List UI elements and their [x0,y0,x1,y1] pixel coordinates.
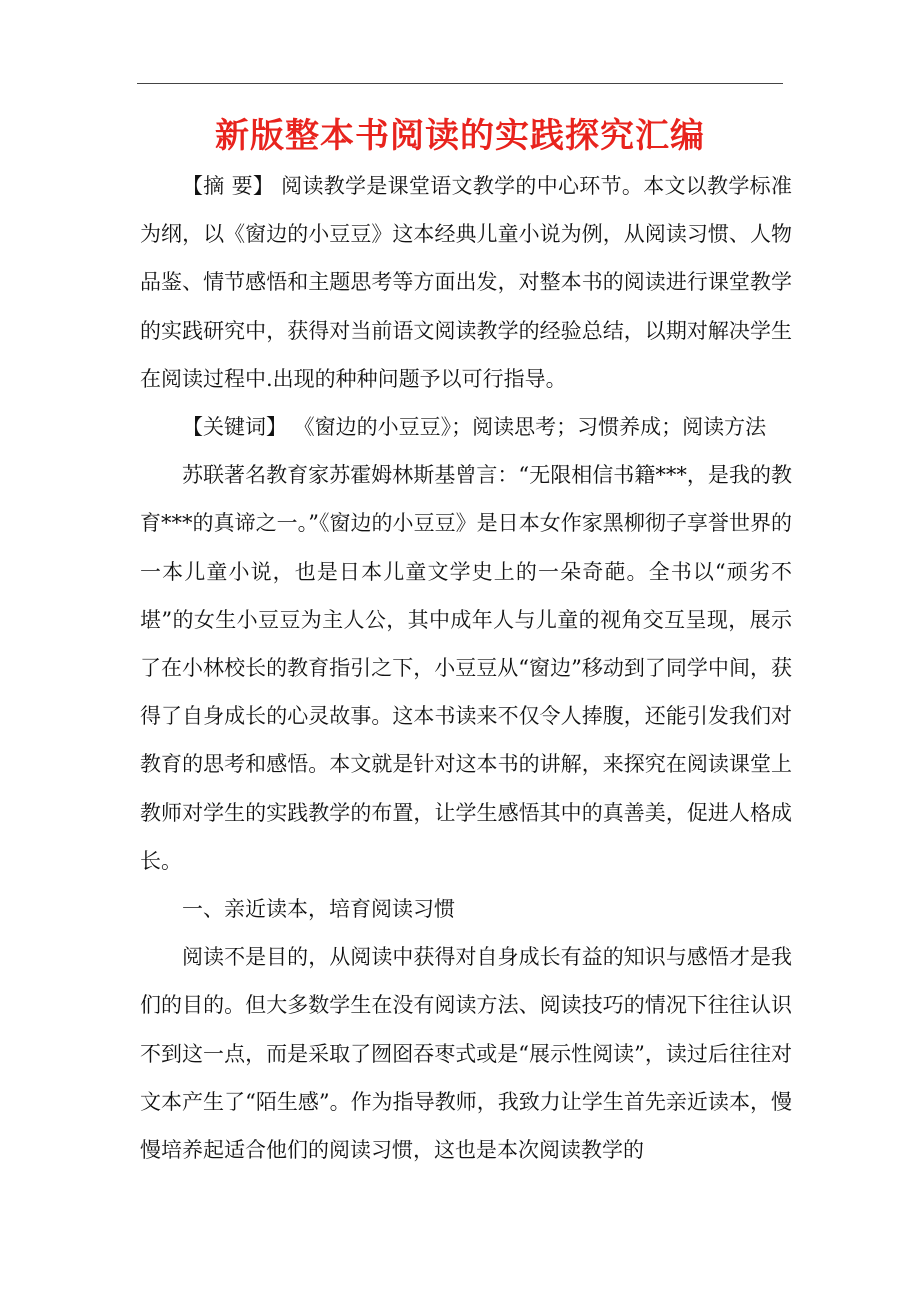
abstract-text: 阅读教学是课堂语文教学的中心环节。本文以教学标准为纲，以《窗边的小豆豆》这本经典儿童小说为例，从阅读习惯、人物品鉴、情节感悟和主题思考等方面出发，对整本书的阅读进行课堂教学的实践研究中，获得对当前语文阅读教学的经验总结，以期对解决学生在阅读过程中.出现的种种问题予以可行指导。 [140,174,792,391]
section-paragraph: 阅读不是目的，从阅读中获得对自身成长有益的知识与感悟才是我们的目的。但大多数学生在没有阅读方法、阅读技巧的情况下往往认识不到这一点，而是采取了囫囵吞枣式或是“展示性阅读”，读过后往往对文本产生了“陌生感”。作为指导教师，我致力让学生首先亲近读本，慢慢培养起适合他们的阅读习惯，这也是本次阅读教学的 [140,945,792,1163]
section-heading: 一、亲近读本，培育阅读习惯 [182,897,455,922]
intro-paragraph: 苏联著名教育家苏霍姆林斯基曾言：“无限相信书籍***，是我的教育***的真谛之一。”《窗边的小豆豆》是日本女作家黑柳彻子享誉世界的一本儿童小说，也是日本儿童文学史上的一朵奇葩。全书以“顽劣不堪”的女生小豆豆为主人公，其中成年人与儿童的视角交互呈现，展示了在小林校长的教育指引之下，小豆豆从“窗边”移动到了同学中间，获得了自身成长的心灵故事。这本书读来不仅令人捧腹，还能引发我们对教育的思考和感悟。本文就是针对这本书的讲解，来探究在阅读课堂上教师对学生的实践教学的布置，让学生感悟其中的真善美，促进人格成长。 [140,463,792,873]
keywords-label: 【关键词】 [182,415,287,440]
document-title: 新版整本书阅读的实践探究汇编 [215,116,705,156]
abstract-label: 【摘 要】 [182,174,275,198]
keywords-paragraph [140,403,792,451]
document-body [140,162,792,1174]
header-rule [137,83,783,84]
keywords-text: 《窗边的小豆豆》；阅读思考；习惯养成；阅读方法 [287,415,767,440]
abstract-paragraph [140,162,792,403]
